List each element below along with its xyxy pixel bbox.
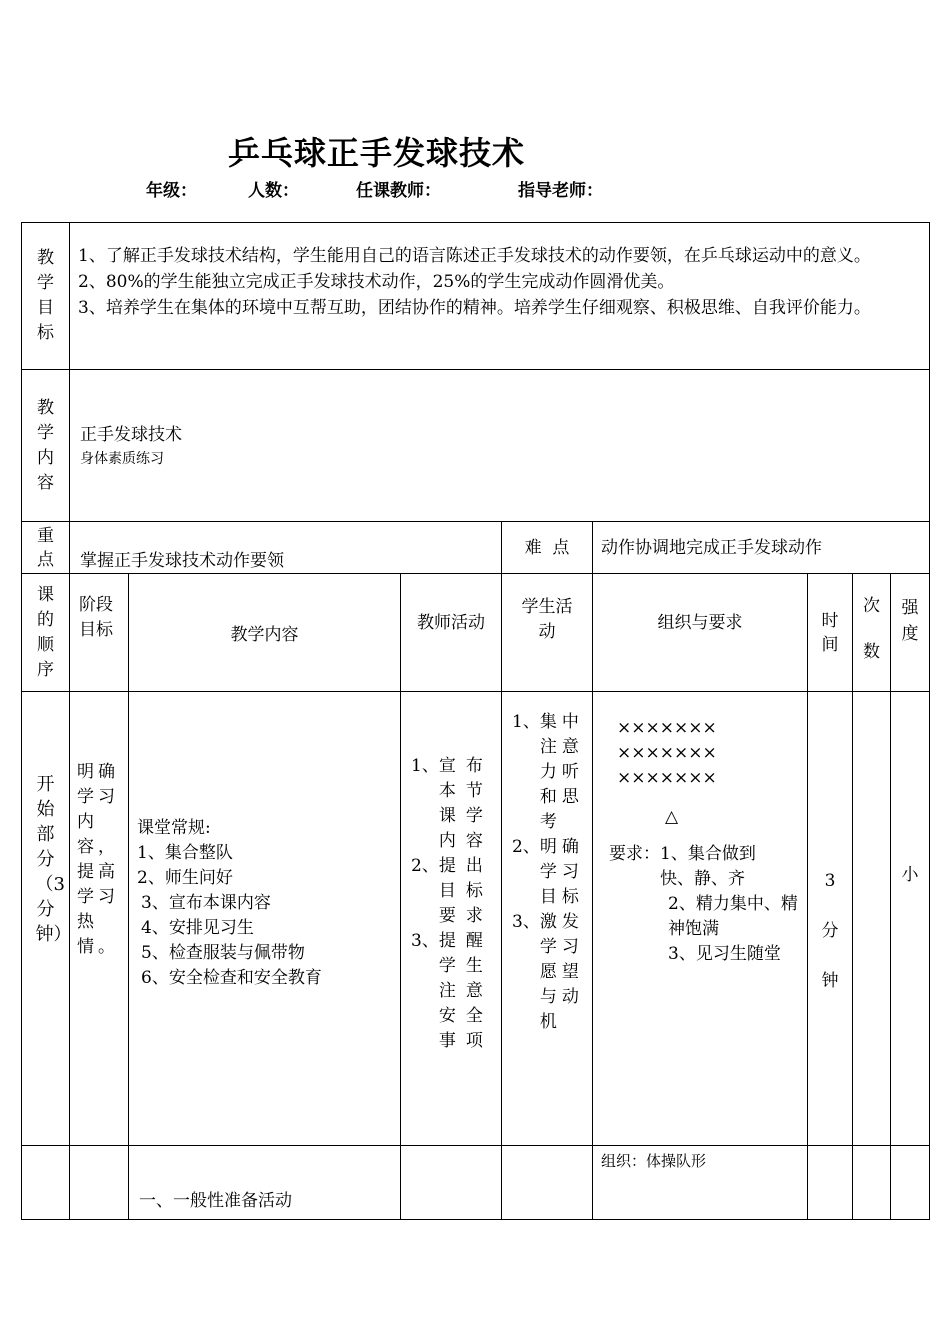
supervisor-label: 指导老师： — [518, 181, 603, 201]
requirement-item: 1、集合做到快、静、齐 — [660, 844, 756, 889]
formation-diagram — [593, 692, 807, 830]
start-stage-goal-cell — [70, 692, 129, 1146]
col-intensity — [891, 574, 930, 692]
item-number: 3、 — [411, 931, 439, 951]
content-label-cell — [22, 370, 70, 522]
formation-row: ××××××× — [617, 743, 717, 763]
requirement-item: 2、精力集中、精神饱满 — [668, 894, 798, 939]
next-teacher-cell — [401, 1146, 502, 1220]
col-time-label: 时间 — [821, 610, 839, 655]
item-text: 激发学习愿望与动机 — [539, 912, 584, 1032]
student-item — [512, 710, 588, 835]
next-organization: 组织：体操队形 — [601, 1152, 707, 1170]
routine-item: 5、检查服装与佩带物 — [141, 943, 305, 963]
item-text: 提醒学生注意安全事项 — [438, 931, 493, 1051]
next-student-cell — [502, 1146, 593, 1220]
col-intensity-label: 强度 — [901, 597, 919, 644]
routine-item: 1、集合整队 — [137, 843, 233, 863]
col-student-activity — [502, 574, 593, 692]
start-time: 3分钟 — [821, 871, 839, 991]
teacher-item — [411, 854, 497, 929]
col-organization-label: 组织与要求 — [657, 613, 743, 633]
start-content-cell — [129, 692, 401, 1146]
col-teaching-content-label: 教学内容 — [230, 625, 299, 645]
objectives-label-cell — [22, 223, 70, 370]
teacher-position-mark: △ — [665, 807, 679, 827]
routine-item: 6、安全检查和安全教育 — [141, 968, 322, 988]
routine-item: 3、宣布本课内容 — [141, 893, 271, 913]
col-student-activity-label: 学生活动 — [521, 596, 573, 642]
item-number: 1、 — [512, 712, 540, 732]
item-number: 1、 — [411, 756, 439, 776]
next-time-cell — [808, 1146, 853, 1220]
col-time — [808, 574, 853, 692]
col-order-label: 课的顺序 — [37, 584, 54, 680]
col-stage-goal-label: 阶段目标 — [79, 594, 113, 640]
routine-item: 2、师生问好 — [137, 868, 233, 888]
start-section-row — [22, 692, 930, 1146]
student-count-label: 人数： — [248, 181, 299, 201]
content-cell — [70, 370, 930, 522]
key-text: 掌握正手发球技术动作要领 — [80, 551, 284, 571]
start-intensity: 小 — [901, 865, 919, 885]
lesson-title: 乒乓球正手发球技术 — [228, 134, 526, 172]
formation-row: ××××××× — [617, 768, 717, 788]
requirement-item: 3、见习生随堂 — [668, 944, 781, 964]
keypoints-row — [22, 522, 930, 574]
routine-title: 课堂常规: — [137, 818, 211, 838]
objective-item: 2、80%的学生能独立完成正手发球技术动作，25%的学生完成动作圆滑优美。 — [78, 272, 675, 292]
next-content-cell — [129, 1146, 401, 1220]
difficulty-label: 难 点 — [524, 538, 570, 558]
key-label-cell — [22, 522, 70, 574]
col-reps-label: 次数 — [863, 595, 880, 662]
content-label: 教学内容 — [37, 397, 54, 493]
next-content-title: 一、一般性准备活动 — [139, 1191, 292, 1211]
item-number: 3、 — [512, 912, 540, 932]
difficulty-label-cell — [502, 522, 593, 574]
item-text: 提出目标要求 — [438, 856, 493, 926]
start-stage-goal: 明确学习内容，提高学习热情。 — [77, 762, 119, 957]
start-order-label: 开始部分（3分钟） — [35, 774, 72, 945]
next-order-cell — [22, 1146, 70, 1220]
col-teacher-activity-label: 教师活动 — [417, 613, 485, 633]
col-order — [22, 574, 70, 692]
item-text: 宣布本节课学内容 — [438, 756, 493, 851]
student-item — [512, 910, 588, 1035]
col-teacher-activity — [401, 574, 502, 692]
key-text-cell — [70, 522, 502, 574]
item-text: 明确学习目标 — [539, 837, 584, 907]
start-teacher-cell — [401, 692, 502, 1146]
content-line-2: 身体素质练习 — [80, 450, 164, 467]
col-teaching-content — [129, 574, 401, 692]
key-label: 重点 — [37, 525, 54, 570]
teacher-item — [411, 929, 497, 1054]
start-order-cell — [22, 692, 70, 1146]
item-number: 2、 — [512, 837, 540, 857]
col-stage-goal — [70, 574, 129, 692]
content-line-1: 正手发球技术 — [80, 424, 182, 445]
objectives-row — [22, 223, 930, 370]
item-text: 集中注意力听和思考 — [539, 712, 584, 832]
next-intensity-cell — [891, 1146, 930, 1220]
next-section-row — [22, 1146, 930, 1220]
next-organization-cell — [593, 1146, 808, 1220]
formation-row: ××××××× — [617, 718, 717, 738]
column-header-row — [22, 574, 930, 692]
difficulty-text-cell — [593, 522, 930, 574]
teacher-item — [411, 754, 497, 854]
col-organization — [593, 574, 808, 692]
content-row — [22, 370, 930, 522]
objectives-cell — [70, 223, 930, 370]
requirements-label: 要求： — [609, 844, 660, 864]
routine-item: 4、安排见习生 — [141, 918, 254, 938]
teacher-label: 任课教师： — [356, 181, 441, 201]
item-number: 2、 — [411, 856, 439, 876]
start-student-cell — [502, 692, 593, 1146]
start-intensity-cell — [891, 692, 930, 1146]
col-reps — [853, 574, 891, 692]
next-reps-cell — [853, 1146, 891, 1220]
start-time-cell — [808, 692, 853, 1146]
start-organization-cell — [593, 692, 808, 1146]
start-reps-cell — [853, 692, 891, 1146]
objectives-label: 教学目标 — [37, 248, 54, 343]
grade-label: 年级： — [146, 181, 197, 201]
objective-item: 3、培养学生在集体的环境中互帮互助，团结协作的精神。培养学生仔细观察、积极思维、自我评价能力。 — [78, 298, 871, 318]
difficulty-text: 动作协调地完成正手发球动作 — [601, 538, 822, 558]
next-stage-goal-cell — [70, 1146, 129, 1220]
student-item — [512, 835, 588, 910]
objective-item: 1、了解正手发球技术结构，学生能用自己的语言陈述正手发球技术的动作要领，在乒乓球运动中的意义。 — [78, 246, 871, 266]
lesson-plan-table — [21, 222, 930, 1220]
